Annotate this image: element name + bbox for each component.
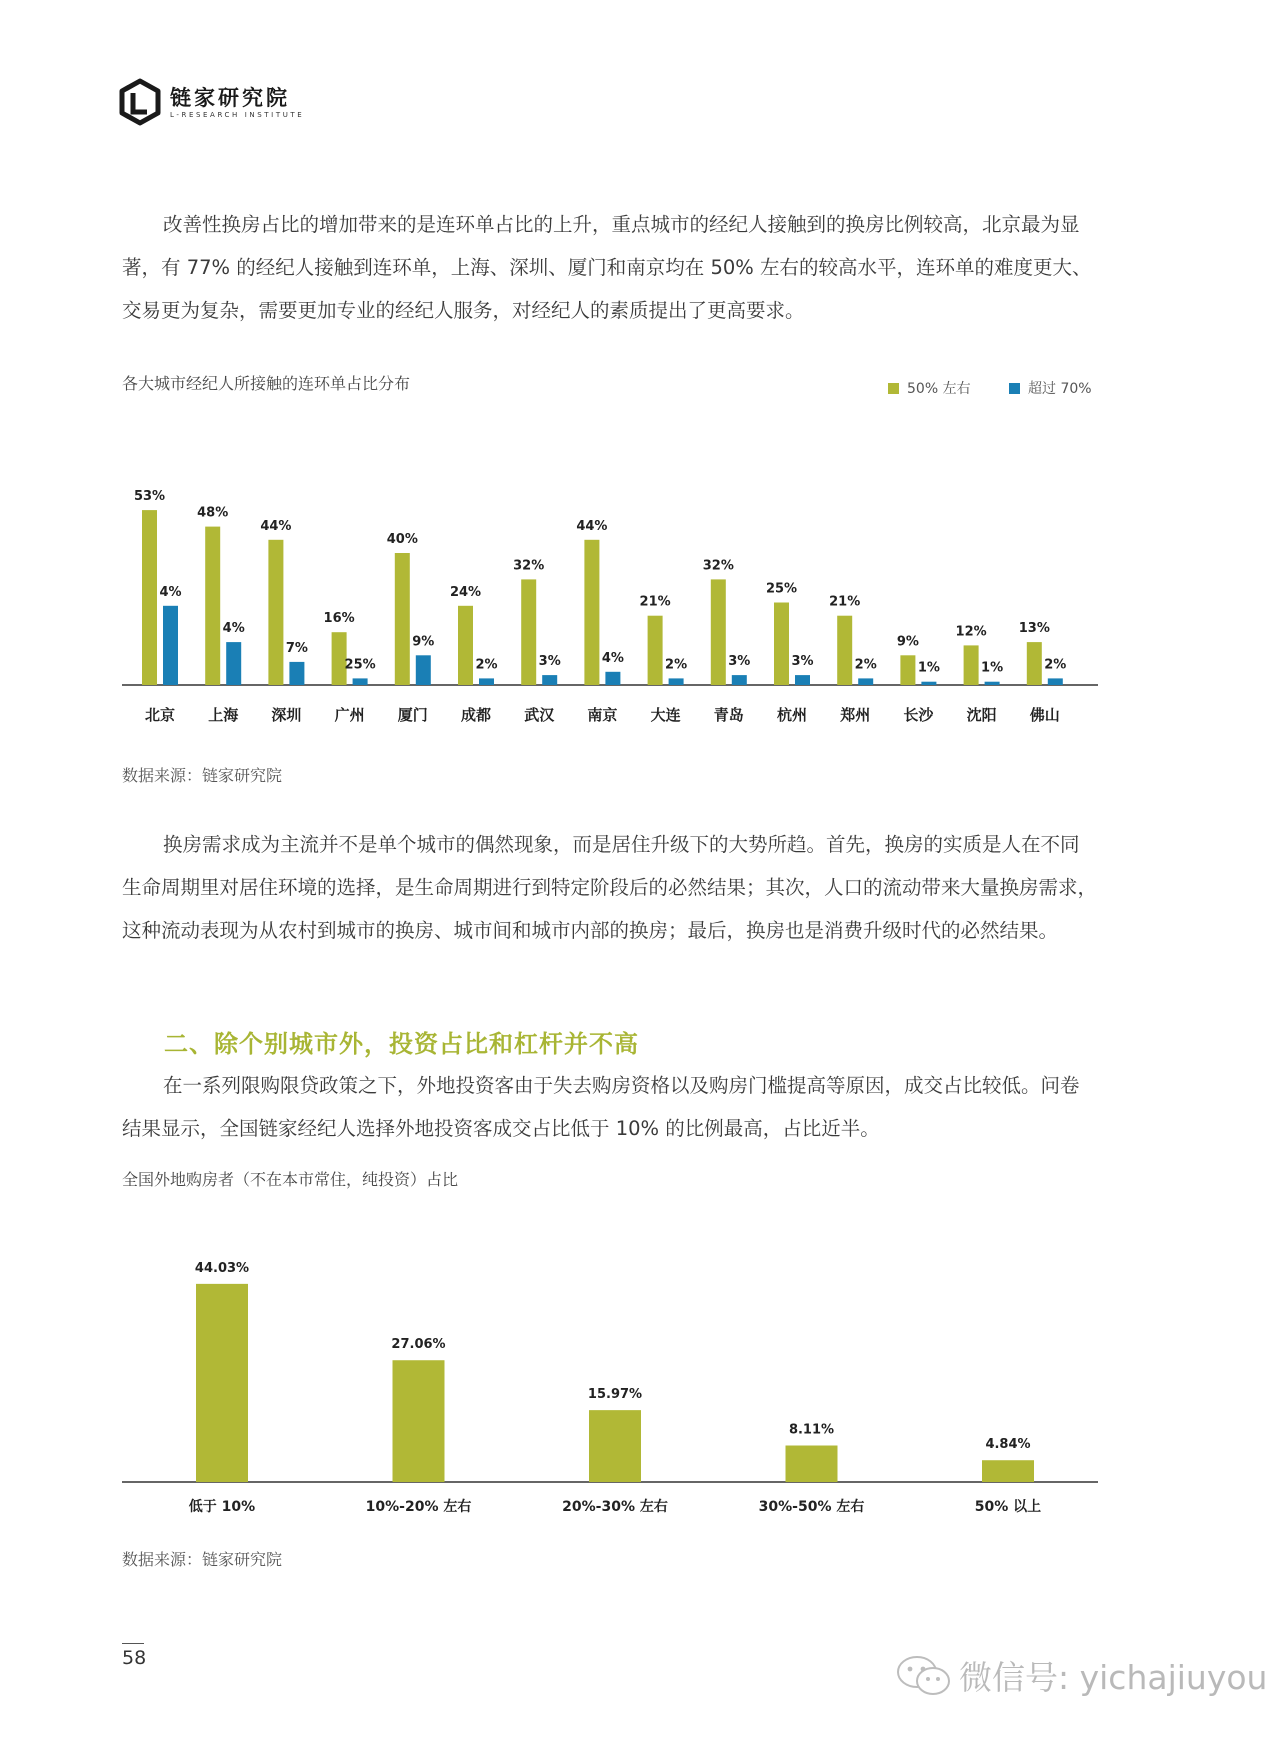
chart1-data-label: 44% — [260, 518, 292, 534]
chart1-bar-green — [1027, 642, 1042, 685]
chart1-data-label: 21% — [829, 594, 861, 610]
chart1-data-label: 9% — [412, 634, 435, 650]
chart1-data-label: 4% — [601, 650, 624, 666]
chart1-data-label: 7% — [285, 640, 308, 656]
chart1-legend-item-2 — [1009, 378, 1092, 398]
legend-swatch-green — [888, 383, 899, 394]
chart1-category-label: 南京 — [587, 706, 618, 724]
chart2-category-label: 10%-20% 左右 — [365, 1499, 472, 1515]
chart1-data-label: 24% — [449, 584, 482, 600]
chart1-data-label: 40% — [386, 532, 418, 547]
chart1-data-label: 44% — [576, 518, 608, 534]
chart2-category-label: 50% 以上 — [974, 1499, 1042, 1515]
chart1-data-label: 25% — [765, 581, 798, 597]
chart1-data-label: 53% — [133, 489, 166, 505]
chart1-bar-green — [205, 527, 220, 685]
chart1-bar-blue — [353, 678, 368, 685]
chart1-category-label: 广州 — [334, 706, 365, 724]
chart1-bar-blue — [542, 675, 557, 685]
body-paragraph — [122, 823, 1097, 952]
chart1-data-label: 32% — [513, 558, 545, 574]
legend-swatch-blue — [1009, 383, 1020, 394]
chart1-city-bar-chart — [110, 440, 1110, 730]
paragraph-text: 改善性换房占比的增加带来的是连环单占比的上升，重点城市的经纪人接触到的换房比例较高，北京最为显著，有 77% 的经纪人接触到连环单，上海、深圳、厦门和南京均在 50% 左右的较高水平，连环单的难度更大、交易更为复杂，需要更加专业的经纪人服务，对经纪人的素质提出了更高要求。 — [122, 213, 1092, 322]
legend-label: 50% 左右 — [907, 381, 971, 397]
chart1-bar-blue — [479, 678, 494, 685]
chart1-category-label: 大连 — [650, 706, 681, 724]
chart1-bar-blue — [416, 655, 431, 685]
chart1-data-label: 48% — [197, 505, 229, 521]
chart1-bar-blue — [795, 675, 810, 685]
chart1-data-label: 2% — [665, 657, 688, 673]
chart1-data-label: 3% — [791, 654, 814, 670]
chart1-bar-blue — [921, 682, 936, 685]
chart1-category-label: 沈阳 — [966, 706, 997, 724]
chart1-data-label: 2% — [475, 657, 498, 673]
logo-icon — [118, 78, 162, 126]
chart1-category-label: 杭州 — [776, 706, 808, 724]
chart1-category-label: 长沙 — [903, 706, 934, 724]
chart1-bar-green — [142, 510, 157, 685]
chart2-data-label: 44.03% — [194, 1260, 250, 1276]
section-heading: 二、除个别城市外，投资占比和杠杆并不高 — [164, 1030, 639, 1058]
chart1-category-label: 成都 — [460, 706, 492, 724]
chart1-bar-green — [395, 553, 410, 685]
chart1-bar-blue — [858, 678, 873, 685]
chart1-bar-green — [584, 540, 599, 685]
chart2-title: 全国外地购房者（不在本市常住，纯投资）占比 — [122, 1170, 459, 1189]
logo-subtitle: L-RESEARCH INSTITUTE — [170, 110, 305, 119]
chart1-bar-green — [458, 606, 473, 685]
page-number: 58 — [122, 1647, 147, 1669]
chart2-data-label: 27.06% — [391, 1337, 446, 1353]
chart2-bar — [393, 1360, 445, 1482]
chart1-bar-green — [837, 616, 852, 685]
chart2-source: 数据来源：链家研究院 — [122, 1550, 283, 1569]
chart1-data-label: 13% — [1018, 621, 1050, 637]
chart1-data-label: 21% — [639, 594, 671, 610]
chart1-bar-green — [648, 616, 663, 685]
chart1-category-label: 青岛 — [713, 706, 744, 724]
chart1-bar-blue — [985, 682, 1000, 685]
chart1-legend-item-1 — [888, 378, 971, 398]
chart1-bar-blue — [732, 675, 747, 685]
chart2-bar — [982, 1460, 1034, 1482]
chart1-bar-green — [774, 603, 789, 686]
chart1-category-label: 北京 — [144, 706, 176, 724]
chart1-category-label: 深圳 — [271, 706, 302, 724]
chart1-bar-green — [521, 579, 536, 685]
logo-name: 链家研究院 — [170, 85, 290, 110]
chart1-data-label: 12% — [955, 624, 987, 640]
chart1-data-label: 9% — [896, 634, 919, 650]
chart1-bar-green — [711, 579, 726, 685]
chart1-category-label: 武汉 — [524, 706, 555, 724]
chart2-bar — [196, 1284, 248, 1482]
chart1-bar-green — [900, 655, 915, 685]
chart1-bar-blue — [1048, 678, 1063, 685]
chart1-data-label: 2% — [1044, 657, 1067, 673]
chart1-bar-blue — [163, 606, 178, 685]
chart1-category-label: 佛山 — [1029, 706, 1060, 724]
chart1-data-label: 3% — [538, 654, 561, 670]
brand-logo — [118, 78, 304, 126]
chart1-category-label: 上海 — [208, 706, 239, 724]
chart1-data-label: 16% — [323, 611, 355, 627]
chart1-bar-green — [268, 540, 283, 685]
chart1-bar-blue — [605, 672, 620, 685]
investment-paragraph — [122, 1064, 1097, 1150]
chart2-data-label: 8.11% — [788, 1422, 835, 1438]
chart2-data-label: 4.84% — [985, 1437, 1031, 1453]
chart1-data-label: 25% — [344, 657, 376, 673]
chart2-category-label: 30%-50% 左右 — [758, 1499, 865, 1515]
chart1-category-label: 郑州 — [840, 706, 871, 724]
wechat-icon — [895, 1654, 953, 1698]
chart2-bar — [589, 1410, 641, 1482]
chart1-source: 数据来源：链家研究院 — [122, 766, 283, 785]
legend-label: 超过 70% — [1028, 381, 1092, 397]
chart2-category-label: 20%-30% 左右 — [562, 1499, 668, 1515]
chart1-bar-green — [964, 645, 979, 685]
chart1-category-label: 厦门 — [397, 706, 428, 724]
chart1-data-label: 2% — [854, 657, 877, 673]
chart1-data-label: 1% — [981, 660, 1004, 676]
paragraph-text: 在一系列限购限贷政策之下，外地投资客由于失去购房资格以及购房门槛提高等原因，成交占比较低。问卷结果显示，全国链家经纪人选择外地投资客成交占比低于 10% 的比例最高，占比近半。 — [122, 1074, 1080, 1140]
chart1-data-label: 4% — [222, 621, 245, 637]
chart2-investor-bar-chart — [110, 1210, 1110, 1520]
chart1-bar-blue — [669, 678, 684, 685]
chart2-category-label: 低于 10% — [188, 1499, 256, 1515]
chart1-data-label: 1% — [917, 660, 940, 676]
chart1-data-label: 4% — [159, 584, 182, 600]
watermark-text: 微信号: yichajiuyou — [959, 1658, 1268, 1697]
chart1-data-label: 3% — [728, 654, 751, 670]
wechat-watermark — [895, 1652, 1267, 1699]
chart1-title: 各大城市经纪人所接触的连环单占比分布 — [122, 374, 411, 393]
chart2-data-label: 15.97% — [587, 1387, 643, 1403]
chart1-bar-blue — [226, 642, 241, 685]
intro-paragraph — [122, 203, 1097, 332]
paragraph-text: 换房需求成为主流并不是单个城市的偶然现象，而是居住升级下的大势所趋。首先，换房的实质是人在不同生命周期里对居住环境的选择，是生命周期进行到特定阶段后的必然结果；其次，人口的流动带来大量换房需求，这种流动表现为从农村到城市的换房、城市间和城市内部的换房；最后，换房也是消费升级时代的必然结果。 — [122, 833, 1098, 942]
page-number-rule — [122, 1643, 144, 1644]
chart1-bar-blue — [289, 662, 304, 685]
chart1-data-label: 32% — [702, 558, 734, 574]
chart2-bar — [786, 1446, 838, 1482]
